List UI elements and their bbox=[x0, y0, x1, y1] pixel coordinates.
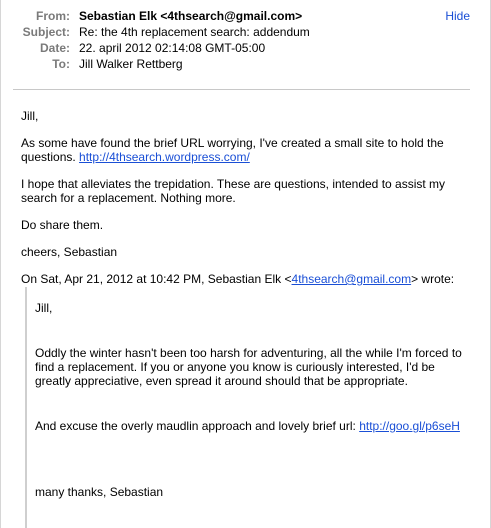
wordpress-link[interactable]: http://4thsearch.wordpress.com/ bbox=[79, 150, 250, 164]
date-value: 22. april 2012 02:14:08 GMT-05:00 bbox=[79, 41, 266, 55]
body-paragraph-2 bbox=[21, 177, 476, 205]
subject-value: Re: the 4th replacement search: addendum bbox=[79, 25, 310, 39]
quote-paragraph-2 bbox=[35, 419, 475, 433]
hide-header-link[interactable]: Hide bbox=[445, 9, 470, 23]
body-paragraph-1-text: As some have found the brief URL worrying, I've created a small site to hold the questions. bbox=[21, 136, 444, 164]
body-paragraph-2-line-2: search for a replacement. Nothing more. bbox=[21, 191, 236, 205]
from-value[interactable]: Sebastian Elk <4thsearch@gmail.com> bbox=[79, 9, 303, 23]
quote-paragraph-1-line-1: Oddly the winter hasn't been too harsh for adventuring, all the while I'm forced to bbox=[35, 346, 462, 360]
reply-email-link[interactable]: 4thsearch@gmail.com bbox=[291, 272, 412, 286]
quote-greeting: Jill, bbox=[35, 301, 53, 315]
to-label: To: bbox=[52, 57, 70, 71]
reply-intro-suffix: > wrote: bbox=[411, 272, 455, 286]
message-header bbox=[1, 8, 490, 72]
quote-paragraph-1-line-3: greatly appreciative, even spread it around should that be appropriate. bbox=[35, 374, 408, 388]
from-label: From: bbox=[36, 9, 70, 23]
quote-paragraph-2-text: And excuse the overly maudlin approach and lovely brief url: bbox=[35, 419, 360, 433]
body-paragraph-3: Do share them. bbox=[21, 218, 104, 232]
to-value[interactable]: Jill Walker Rettberg bbox=[79, 57, 183, 71]
body-paragraph-2-line-1: I hope that alleviates the trepidation. These are questions, intended to assist my bbox=[21, 177, 446, 191]
greeting: Jill, bbox=[21, 109, 39, 123]
signoff: cheers, Sebastian bbox=[21, 245, 118, 259]
message-body bbox=[21, 109, 476, 299]
reply-intro bbox=[21, 272, 476, 286]
subject-label: Subject: bbox=[22, 25, 70, 39]
header-subject-row bbox=[1, 24, 490, 40]
quote-signoff: many thanks, Sebastian bbox=[35, 485, 164, 499]
body-paragraph-1 bbox=[21, 136, 476, 164]
quote-paragraph-1 bbox=[35, 346, 475, 388]
header-from-row bbox=[1, 8, 490, 24]
header-date-row bbox=[1, 40, 490, 56]
goo-gl-link[interactable]: http://goo.gl/p6seH bbox=[359, 419, 460, 433]
quote-paragraph-1-line-2: find a replacement. If you or anyone you know is curiously interested, I'd be bbox=[35, 360, 435, 374]
quoted-message bbox=[25, 287, 475, 528]
header-divider bbox=[13, 89, 470, 90]
header-to-row bbox=[1, 56, 490, 72]
reply-intro-prefix: On Sat, Apr 21, 2012 at 10:42 PM, Sebastian Elk < bbox=[21, 272, 292, 286]
date-label: Date: bbox=[39, 41, 70, 55]
